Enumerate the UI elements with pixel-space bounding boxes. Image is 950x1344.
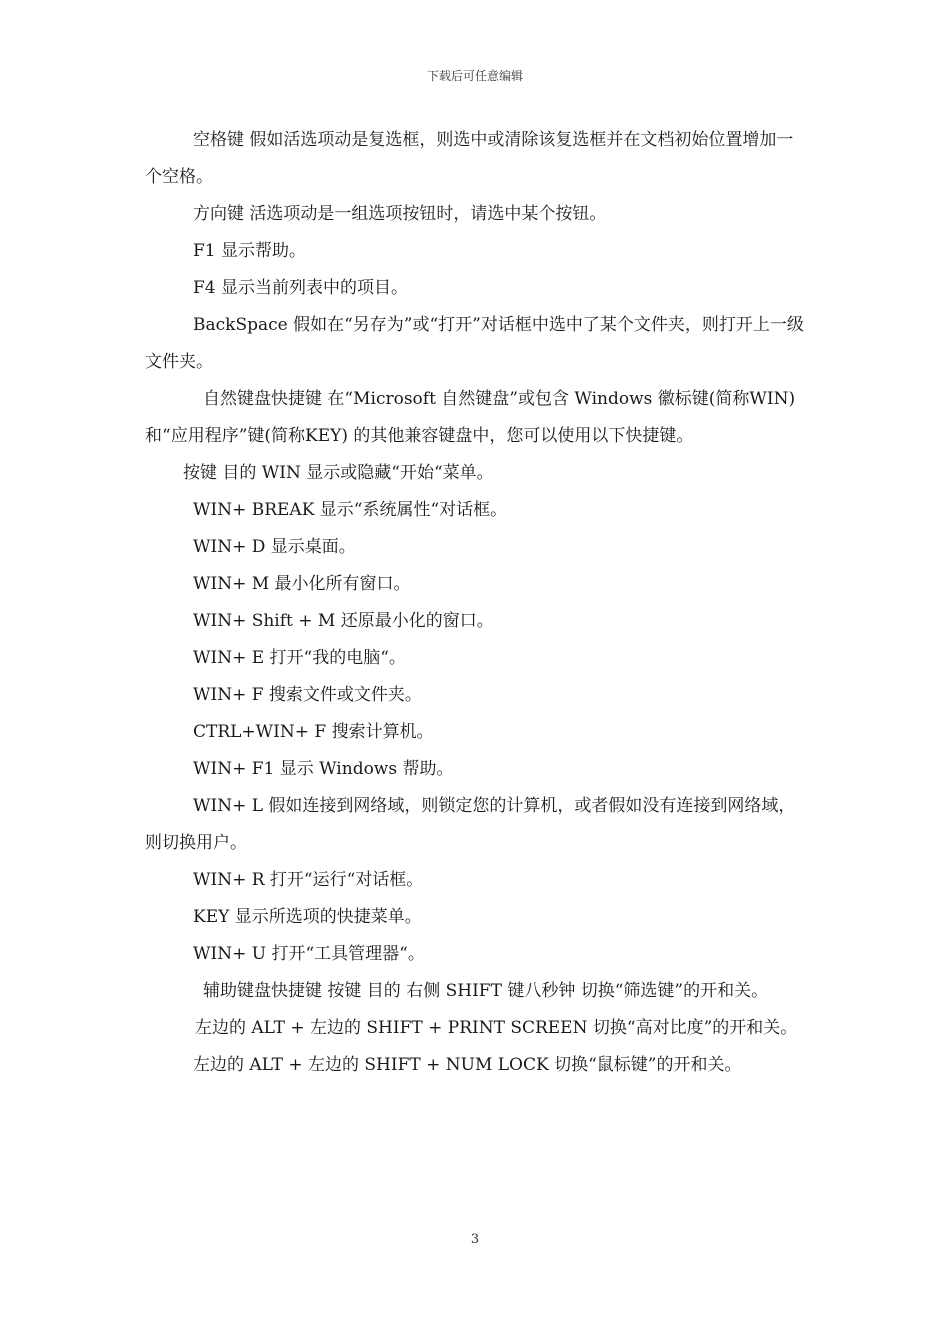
paragraph: KEY 显示所选项的快捷菜单。 — [193, 907, 422, 927]
paragraph: WIN+ M 最小化所有窗口。 — [193, 574, 411, 594]
paragraph: 左边的 ALT + 左边的 SHIFT + NUM LOCK 切换“鼠标键”的开和关。 — [193, 1055, 742, 1075]
paragraph: WIN+ U 打开“工具管理器“。 — [193, 944, 425, 964]
paragraph: F4 显示当前列表中的项目。 — [193, 278, 409, 298]
paragraph: CTRL+WIN+ F 搜索计算机。 — [193, 722, 434, 742]
paragraph: 左边的 ALT + 左边的 SHIFT + PRINT SCREEN 切换“高对比度”的开和关。 — [195, 1018, 798, 1038]
paragraph: F1 显示帮助。 — [193, 241, 307, 261]
paragraph: WIN+ D 显示桌面。 — [193, 537, 356, 557]
paragraph: WIN+ F 搜索文件或文件夹。 — [193, 685, 422, 705]
paragraph: 辅助键盘快捷键 按键 目的 右侧 SHIFT 键八秒钟 切换“筛选键”的开和关。 — [203, 981, 769, 1001]
paragraph: WIN+ Shift + M 还原最小化的窗口。 — [193, 611, 494, 631]
paragraph: WIN+ F1 显示 Windows 帮助。 — [193, 759, 454, 779]
paragraph: 方向键 活选项动是一组选项按钮时，请选中某个按钮。 — [193, 204, 607, 224]
page-header: 下载后可任意编辑 — [426, 69, 523, 83]
page-number: 3 — [470, 1232, 480, 1247]
paragraph: 自然键盘快捷键 在“Microsoft 自然键盘”或包含 Windows 徽标键(简称WIN) 和“应用程序”键(简称KEY) 的其他兼容键盘中，您可以使用以下快捷键。 — [145, 389, 796, 446]
paragraph: WIN+ L 假如连接到网络域，则锁定您的计算机，或者假如没有连接到网络域，则切换用户。 — [145, 796, 796, 853]
paragraph: WIN+ R 打开“运行“对话框。 — [193, 870, 424, 890]
paragraph: BackSpace 假如在“另存为”或“打开”对话框中选中了某个文件夹，则打开上一级文件夹。 — [145, 315, 804, 372]
paragraph: WIN+ E 打开“我的电脑“。 — [193, 648, 406, 668]
paragraph: WIN+ BREAK 显示“系统属性“对话框。 — [193, 500, 508, 520]
document-body — [145, 122, 807, 1084]
paragraph: 空格键 假如活选项动是复选框，则选中或清除该复选框并在文档初始位置增加一个空格。 — [145, 130, 794, 187]
paragraph: 按键 目的 WIN 显示或隐藏“开始“菜单。 — [183, 463, 494, 483]
